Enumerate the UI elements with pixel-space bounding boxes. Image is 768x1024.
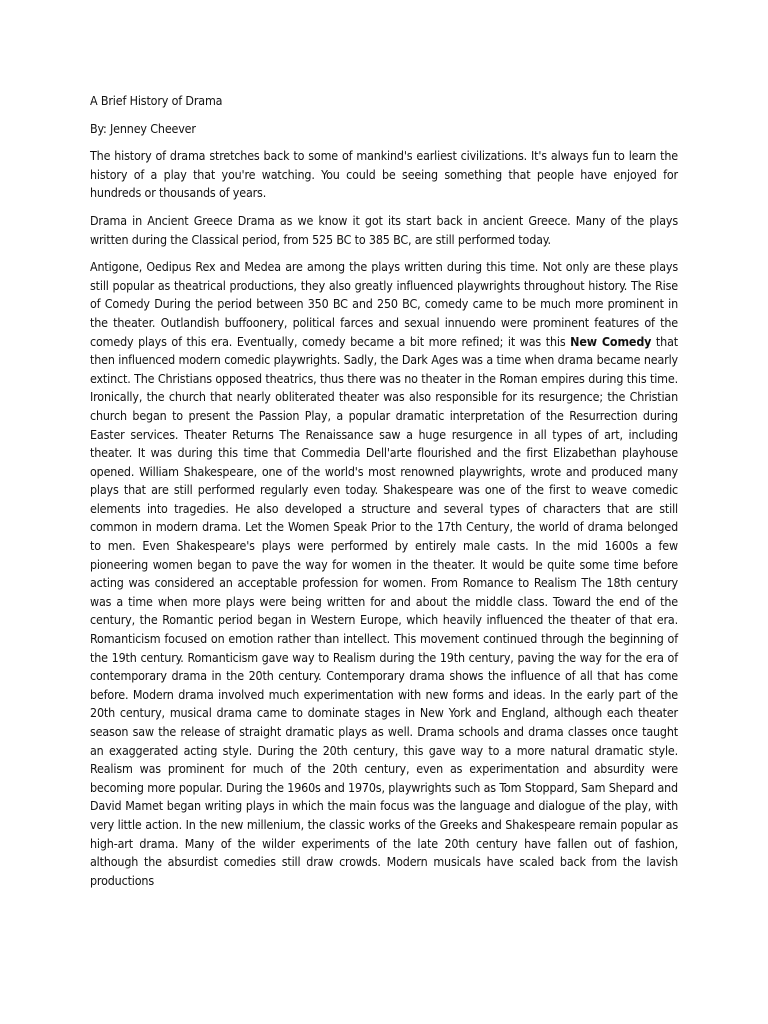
document-page bbox=[90, 92, 678, 899]
new-comedy-emphasis: New Comedy bbox=[570, 333, 652, 349]
ancient-greece-paragraph: Drama in Ancient Greece Drama as we know it got its start back in ancient Greece. Many of the plays written during the Classical period, from 525 BC to 385 BC, are still performed today. bbox=[90, 212, 678, 247]
document-title: A Brief History of Drama bbox=[90, 93, 223, 108]
intro-paragraph: The history of drama stretches back to some of mankind's earliest civilizations. It's always fun to learn the history of a play that you're watching. You could be seeing something that people have enjoyed for hundreds or thousands of years. bbox=[90, 148, 678, 201]
main-body-paragraph bbox=[90, 258, 678, 890]
body-text-part-1: Antigone, Oedipus Rex and Medea are among the plays written during this time. Not only are these plays still popular as theatrical productions, they also greatly influenced playwrights throughout history. The Rise of Comedy During the period between 350 BC and 250 BC, comedy came to be much more prominent in the theater. Outlandish buffoonery, political farces and sexual innuendo were prominent features of the comedy plays of this era. Eventually, comedy became a bit more refined; it was this bbox=[90, 259, 678, 349]
body-text-part-2: that then influenced modern comedic playwrights. Sadly, the Dark Ages was a time when drama became nearly extinct. The Christians opposed theatrics, thus there was no theater in the Roman empires during this time. Ironically, the church that nearly obliterated theater was also responsible for its resurgence; the Christian church began to present the Passion Play, a popular dramatic interpretation of the Resurrection during Easter services. Theater Returns The Renaissance saw a huge resurgence in all types of art, including theater. It was during this time that Commedia Dell'arte flourished and the first Elizabethan playhouse opened. William Shakespeare, one of the world's most renowned playwrights, wrote and produced many plays that are still performed regularly even today. Shakespeare was one of the first to weave comedic elements into tragedies. He also developed a structure and several types of characters that are still common in modern drama. Let the Women Speak Prior to the 17th Century, the world of drama belonged to men. Even Shakespeare's plays were performed by entirely male casts. In the mid 1600s a few pioneering women began to pave the way for women in the theater. It would be quite some time before acting was considered an acceptable profession for women. From Romance to Realism The 18th century was a time when more plays were being written for and about the middle class. Toward the end of the century, the Romantic period began in Western Europe, which heavily influenced the theater of that era. Romanticism focused on emotion rather than intellect. This movement continued through the beginning of the 19th century. Romanticism gave way to Realism during the 19th century, paving the way for the era of contemporary drama in the 20th century. Contemporary drama shows the influence of all that has come before. Modern drama involved much experimentation with new forms and ideas. In the early part of the 20th century, musical drama came to dominate stages in New York and England, although each theater season saw the release of straight dramatic plays as well. Drama schools and drama classes once taught an exaggerated acting style. During the 20th century, this gave way to a more natural dramatic style. Realism was prominent for much of the 20th century, even as experimentation and absurdity were becoming more popular. During the 1960s and 1970s, playwrights such as Tom Stoppard, Sam Shepard and David Mamet began writing plays in which the main focus was the language and dialogue of the play, with very little action. In the new millenium, the classic works of the Greeks and Shakespeare remain popular as high-art drama. Many of the wilder experiments of the late 20th century have fallen out of fashion, although the absurdist comedies still draw crowds. Modern musicals have scaled back from the lavish productions bbox=[90, 333, 678, 888]
document-byline: By: Jenney Cheever bbox=[90, 120, 196, 136]
